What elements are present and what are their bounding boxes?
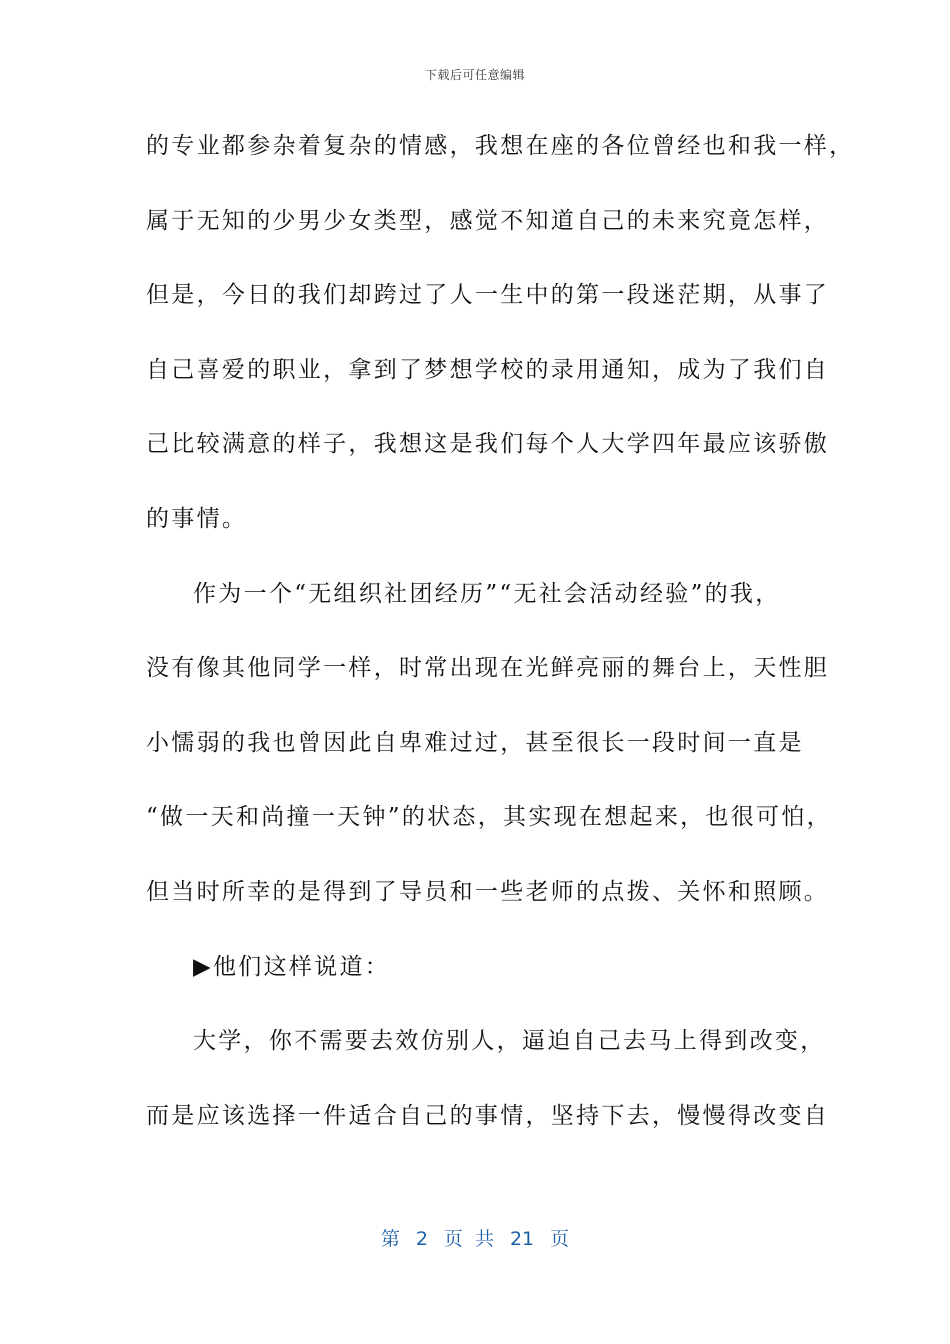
text-line: 大学，你不需要去效仿别人，逼迫自己去马上得到改变， [193,1028,826,1055]
document-body [146,124,855,1168]
footer-middle: 页 共 [443,1228,494,1250]
text-line: 但是，今日的我们却跨过了人一生中的第一段迷茫期，从事了 [146,282,830,309]
text-line: 但当时所幸的是得到了导员和一些老师的点拨、关怀和照顾。 [146,878,830,905]
text-line: “做一天和尚撞一天钟”的状态，其实现在想起来，也很可怕， [146,804,832,831]
text-line: 而是应该选择一件适合自己的事情，坚持下去，慢慢得改变自 [146,1102,830,1129]
text-line: 自己喜爱的职业，拿到了梦想学校的录用通知，成为了我们自 [146,356,830,383]
footer-total-pages: 21 [509,1228,535,1250]
footer-prefix: 第 [380,1228,400,1250]
page-footer [0,1224,950,1251]
text-line: 己比较满意的样子，我想这是我们每个人大学四年最应该骄傲 [146,431,830,458]
page-header: 下载后可任意编辑 [424,68,525,82]
text-line: 的专业都参杂着复杂的情感，我想在座的各位曾经也和我一样， [146,133,855,159]
text-line: 作为一个“无组织社团经历”“无社会活动经验”的我， [193,580,781,607]
text-line: 没有像其他同学一样，时常出现在光鲜亮丽的舞台上，天性胆 [146,655,830,682]
text-line: 小懦弱的我也曾因此自卑难过过，甚至很长一段时间一直是 [146,729,804,756]
footer-page-number: 2 [415,1228,428,1250]
text-line: 的事情。 [146,505,248,532]
footer-suffix: 页 [550,1228,570,1250]
text-line: ▶他们这样说道： [193,953,391,980]
text-line: 属于无知的少男少女类型，感觉不知道自己的未来究竟怎样， [146,207,830,234]
